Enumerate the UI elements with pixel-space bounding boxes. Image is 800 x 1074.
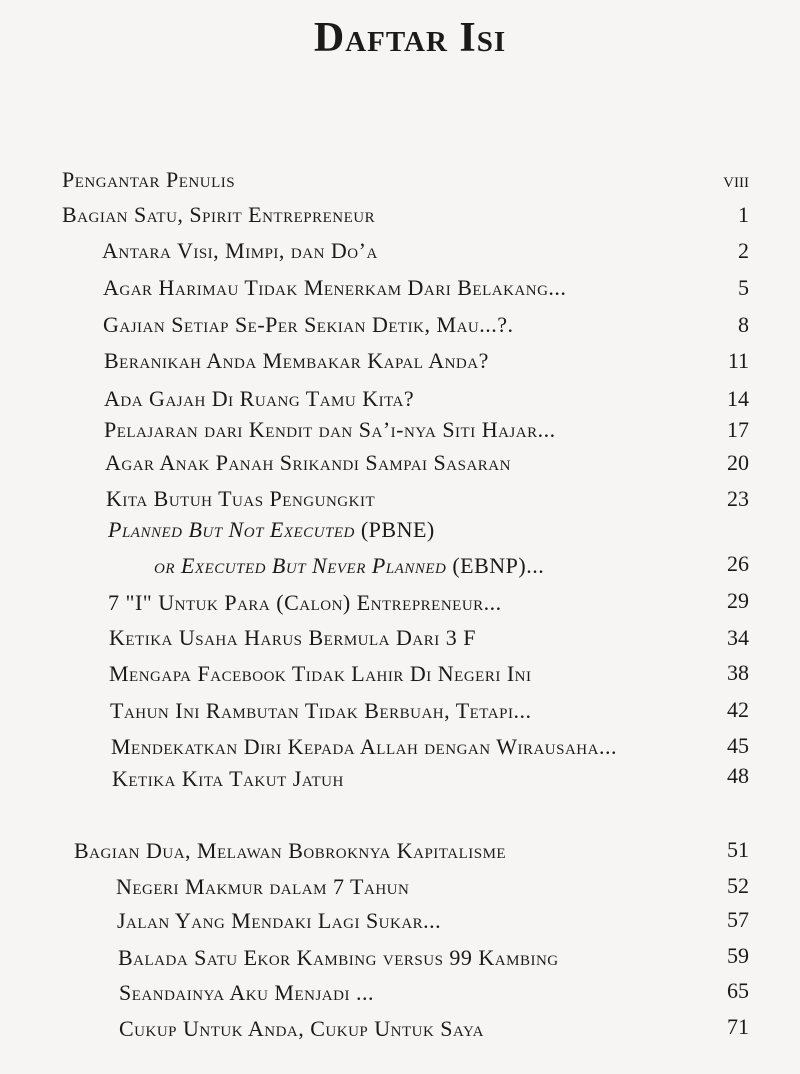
toc-entry-label: Pengantar Penulis <box>62 167 236 192</box>
toc-entry-page: 51 <box>727 837 749 862</box>
toc-entry-label: Ada Gajah Di Ruang Tamu Kita? <box>104 386 415 411</box>
toc-entry-label: Gajian Setiap Se-Per Sekian Detik, Mau...?. <box>103 312 514 337</box>
toc-entry-label: Jalan Yang Mendaki Lagi Sukar... <box>117 908 442 933</box>
toc-entry-page: 8 <box>738 312 749 337</box>
toc-entry-page: 5 <box>738 275 749 300</box>
toc-entry-page: 59 <box>727 943 749 968</box>
toc-entry-page: 45 <box>727 733 749 758</box>
toc-entry-page: 2 <box>738 238 749 263</box>
toc-entry-page: 65 <box>727 978 749 1003</box>
toc-entry-label: Planned But Not Executed (PBNE) <box>108 517 435 542</box>
toc-entry-label: Seandainya Aku Menjadi ... <box>119 980 374 1005</box>
toc-entry-label: Bagian Dua, Melawan Bobroknya Kapitalisme <box>74 838 507 863</box>
toc-entry-label: 7 "I" Untuk Para (Calon) Entrepreneur... <box>108 590 502 615</box>
toc-entry-page: 34 <box>727 625 749 650</box>
toc-entry-page: 71 <box>727 1014 749 1039</box>
toc-entry-page: 20 <box>727 450 749 475</box>
toc-entry-label: Kita Butuh Tuas Pengungkit <box>106 486 376 511</box>
toc-entry-page: 17 <box>727 417 749 442</box>
toc-entry-label: Bagian Satu, Spirit Entrepreneur <box>62 202 376 227</box>
toc-entry-label: Antara Visi, Mimpi, dan Do’a <box>102 238 378 263</box>
toc-entry-page: 42 <box>727 697 749 722</box>
toc-entry-page: 26 <box>727 551 749 576</box>
toc-entry-page: 48 <box>727 763 749 788</box>
toc-entry-label: Agar Harimau Tidak Menerkam Dari Belakang... <box>103 275 567 300</box>
toc-entry-label: Mendekatkan Diri Kepada Allah dengan Wirausaha... <box>111 734 617 759</box>
toc-entry-page: 29 <box>727 588 749 613</box>
toc-entry-page: 52 <box>727 873 749 898</box>
toc-entry-label: Mengapa Facebook Tidak Lahir Di Negeri Ini <box>109 661 532 686</box>
toc-entry-page: 14 <box>727 386 749 411</box>
toc-entry-page: 23 <box>727 486 749 511</box>
toc-entry-label: Ketika Usaha Harus Bermula Dari 3 F <box>109 625 476 650</box>
toc-entry-label: Ketika Kita Takut Jatuh <box>112 766 344 791</box>
toc-entry-label: Tahun Ini Rambutan Tidak Berbuah, Tetapi... <box>110 698 532 723</box>
toc-entry-label: or Executed But Never Planned (EBNP)... <box>154 553 545 578</box>
toc-entry-page: viii <box>723 167 749 192</box>
toc-entry-label: Negeri Makmur dalam 7 Tahun <box>116 874 410 899</box>
toc-entry-page: 1 <box>738 202 749 227</box>
toc-entry-label: Agar Anak Panah Srikandi Sampai Sasaran <box>105 450 511 475</box>
page-title: Daftar Isi <box>313 15 507 61</box>
toc-entry-page: 57 <box>727 907 749 932</box>
toc-entry-label: Cukup Untuk Anda, Cukup Untuk Saya <box>119 1016 484 1041</box>
toc-entry-label: Balada Satu Ekor Kambing versus 99 Kambing <box>118 945 559 970</box>
toc-entry-label: Beranikah Anda Membakar Kapal Anda? <box>104 348 489 373</box>
toc-entry-label: Pelajaran dari Kendit dan Sa’i-nya Siti Hajar... <box>104 417 556 442</box>
toc-entry-page: 38 <box>727 660 749 685</box>
toc-entry-page: 11 <box>727 348 749 373</box>
